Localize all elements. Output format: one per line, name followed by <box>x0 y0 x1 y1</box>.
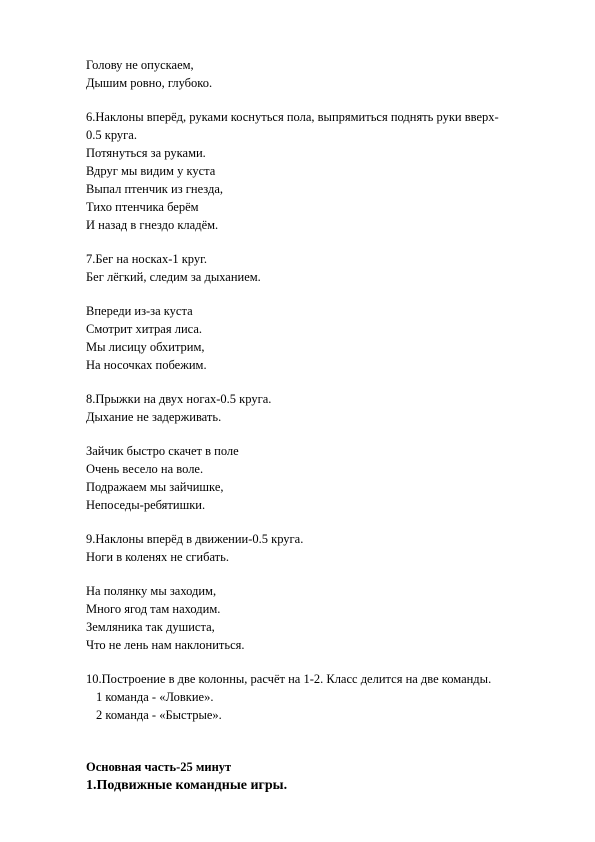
poem-line: Смотрит хитрая лиса. <box>86 322 203 336</box>
subheading: 1.Подвижные командные игры. <box>86 778 288 793</box>
text-line: Голову не опускаем, <box>86 58 194 72</box>
text-line: Бег лёгкий, следим за дыханием. <box>86 270 261 284</box>
poem-line: Что не лень нам наклониться. <box>86 638 245 652</box>
section-heading: Основная часть-25 минут <box>86 760 232 774</box>
team-line: 1 команда - «Ловкие». <box>96 690 214 704</box>
poem-line: Мы лисицу обхитрим, <box>86 340 205 354</box>
paragraph-exercise-9 <box>86 530 556 566</box>
paragraph-exercise-6 <box>86 108 556 234</box>
poem-line: На носочках побежим. <box>86 358 207 372</box>
poem-fox <box>86 302 556 374</box>
poem-bunny <box>86 442 556 514</box>
poem-line: Земляника так душиста, <box>86 620 215 634</box>
poem-meadow <box>86 582 556 654</box>
exercise-title: 10.Построение в две колонны, расчёт на 1-2. Класс делится на две команды. <box>86 672 492 686</box>
paragraph-breathing <box>86 56 556 92</box>
paragraph-exercise-7 <box>86 250 556 286</box>
poem-line: Много ягод там находим. <box>86 602 221 616</box>
text-line: Потянуться за руками. <box>86 146 206 160</box>
poem-line: Вдруг мы видим у куста <box>86 164 216 178</box>
poem-line: На полянку мы заходим, <box>86 584 217 598</box>
exercise-title: 6.Наклоны вперёд, руками коснуться пола, выпрямиться поднять руки вверх- <box>86 110 499 124</box>
poem-line: Выпал птенчик из гнезда, <box>86 182 224 196</box>
text-line: Дыхание не задерживать. <box>86 410 222 424</box>
exercise-title: 9.Наклоны вперёд в движении-0.5 круга. <box>86 532 304 546</box>
exercise-title: 8.Прыжки на двух ногах-0.5 круга. <box>86 392 272 406</box>
poem-line: Подражаем мы зайчишке, <box>86 480 224 494</box>
paragraph-exercise-8 <box>86 390 556 426</box>
team-line: 2 команда - «Быстрые». <box>96 708 222 722</box>
document-page <box>86 56 556 796</box>
poem-line: И назад в гнездо кладём. <box>86 218 219 232</box>
text-line: 0.5 круга. <box>86 128 137 142</box>
poem-line: Тихо птенчика берём <box>86 200 199 214</box>
text-line: Ноги в коленях не сгибать. <box>86 550 229 564</box>
text-line: Дышим ровно, глубоко. <box>86 76 213 90</box>
poem-line: Очень весело на воле. <box>86 462 204 476</box>
exercise-title: 7.Бег на носках-1 круг. <box>86 252 207 266</box>
poem-line: Непоседы-ребятишки. <box>86 498 206 512</box>
paragraph-exercise-10 <box>86 670 556 724</box>
poem-line: Впереди из-за куста <box>86 304 193 318</box>
poem-line: Зайчик быстро скачет в поле <box>86 444 239 458</box>
